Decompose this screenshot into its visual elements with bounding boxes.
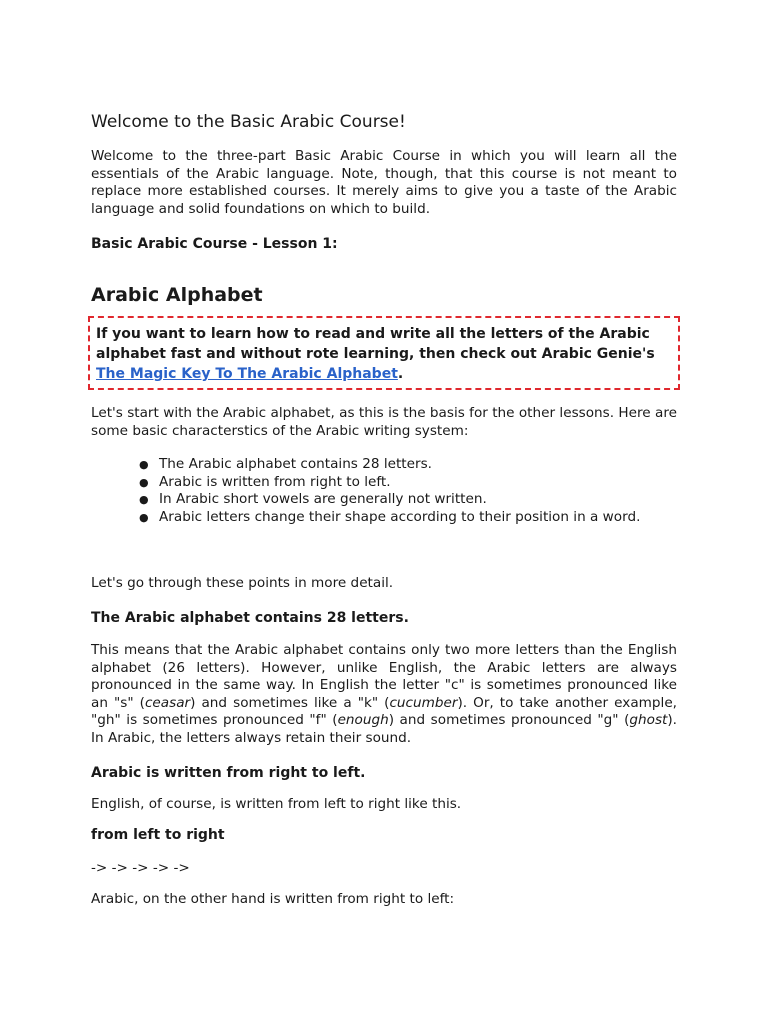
promo-callout-box: [88, 316, 680, 390]
callout-trailing: .: [397, 366, 404, 382]
bullet-icon: ●: [139, 475, 149, 489]
characteristics-list: [139, 456, 640, 526]
arabic-direction-paragraph: Arabic, on the other hand is written from right to left:: [91, 891, 455, 907]
bullet-icon: ●: [139, 493, 149, 507]
section-heading-arabic-alphabet: Arabic Alphabet: [91, 284, 263, 306]
bullet-icon: ●: [139, 458, 149, 471]
english-paragraph: English, of course, is written from left to right like this.: [91, 796, 462, 812]
lesson-heading: Basic Arabic Course - Lesson 1:: [91, 236, 338, 252]
welcome-heading: Welcome to the Basic Arabic Course!: [91, 112, 406, 132]
subheading-right-to-left: Arabic is written from right to left.: [91, 765, 366, 781]
intro-paragraph: Welcome to the three-part Basic Arabic Course in which you will learn all the essentials of the Arabic language. Note, though, that this course is not meant to replace more established courses. It merely aims to give you a taste of the Arabic language and solid foundations on which to build.: [91, 148, 677, 217]
arrows-example: -> -> -> -> ->: [91, 860, 190, 876]
subheading-28-letters: The Arabic alphabet contains 28 letters.: [91, 610, 409, 626]
list-item: ● Arabic is written from right to left.: [139, 473, 391, 490]
subheading-left-to-right: from left to right: [91, 827, 225, 843]
list-item: ● The Arabic alphabet contains 28 letters.: [139, 456, 432, 472]
list-item: ● In Arabic short vowels are generally not written.: [139, 491, 487, 508]
callout-text: If you want to learn how to read and write all the letters of the Arabic alphabet fast and without rote learning, then check out Arabic Genie's: [96, 326, 655, 362]
means-paragraph: This means that the Arabic alphabet contains only two more letters than the English alphabet (26 letters). However, unlike English, the Arabic letters are always pronounced in the same way. In English the letter "c" is sometimes pronounced like an "s" (ceasar) and sometimes like a "k" (cucumber). Or, to take another example, "gh" is sometimes pronounced "f" (enough) and sometimes pronounced "g" (ghost). In Arabic, the letters always retain their sound.: [91, 642, 678, 746]
list-item: ● Arabic letters change their shape according to their position in a word.: [139, 508, 641, 525]
bullet-icon: ●: [139, 510, 149, 524]
start-paragraph: Let's start with the Arabic alphabet, as this is the basis for the other lessons. Here are some basic characterstics of the Arabic writing system:: [91, 405, 677, 439]
magic-key-link[interactable]: The Magic Key To The Arabic Alphabet: [96, 366, 398, 382]
detail-paragraph: Let's go through these points in more detail.: [91, 575, 394, 591]
